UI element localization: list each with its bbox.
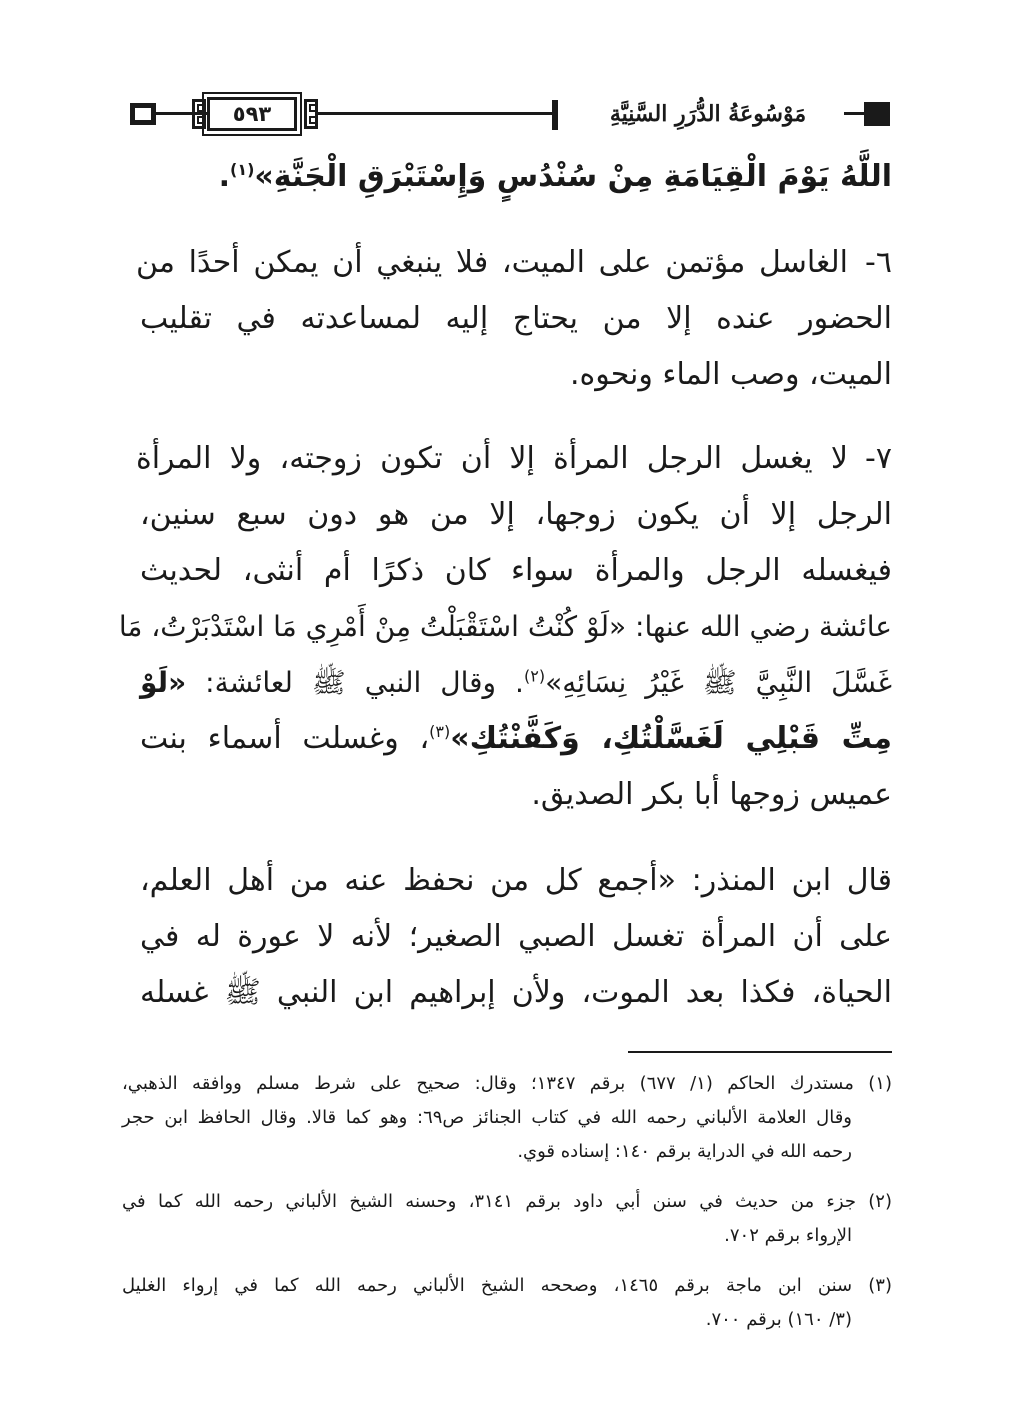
footnote-1-line-2: وقال العلامة الألباني رحمه الله في كتاب الجنائز ص٦٩: وهو كما قالا. وقال الحافظ ابن حجر	[122, 1107, 852, 1128]
footnote-3-line-2: (٣/ ١٦٠) برقم ٧٠٠.	[705, 1309, 852, 1330]
item-number-6: ٦-	[865, 245, 892, 280]
hadith-continuation: اللَّهُ يَوْمَ الْقِيَامَةِ مِنْ سُنْدُسٍ وَإِسْتَبْرَقِ الْجَنَّةِ»	[254, 159, 892, 194]
hadith-quote-2-start: «لَوْ	[140, 666, 187, 699]
text-line-14: الحياة، فكذا بعد الموت، ولأن إبراهيم ابن النبي ﷺ غسله	[140, 975, 892, 1010]
footnote-separator	[628, 1051, 892, 1053]
page-header	[122, 92, 892, 142]
header-right-square-ornament	[864, 102, 890, 126]
text-line-3: الحضور عنده إلا من يحتاج إليه لمساعدته في تقليب	[140, 301, 892, 336]
narration-text: . وقال النبي ﷺ لعائشة:	[186, 666, 524, 699]
text-line-11: عميس زوجها أبا بكر الصديق.	[531, 777, 892, 812]
header-center-rule	[318, 112, 554, 115]
header-knot-ornament-right	[304, 99, 318, 129]
line-end-period: .	[218, 159, 231, 194]
text-line-4: الميت، وصب الماء ونحوه.	[569, 357, 892, 392]
book-title: مَوْسُوعَةُ الدُّرَرِ السَّنِيَّةِ	[609, 101, 807, 127]
header-left-square-ornament	[130, 103, 156, 125]
text-line-6: الرجل إلا أن يكون زوجها، إلا من هو دون سبع سنين،	[140, 497, 892, 532]
hadith-quote-1-end: غَسَّلَ النَّبِيَّ ﷺ غَيْرُ نِسَائِهِ»	[545, 666, 893, 699]
text-line-8: عائشة رضي الله عنها: «لَوْ كُنْتُ اسْتَقْبَلْتُ مِنْ أَمْرِي مَا اسْتَدْبَرْتُ، مَا	[118, 610, 892, 643]
footnote-1-line-3: رحمه الله في الدراية برقم ١٤٠: إسناده قوي.	[517, 1141, 852, 1162]
item-number-7: ٧-	[865, 441, 892, 476]
header-knot-ornament-left	[192, 99, 206, 129]
page-number: ٥٩٣	[207, 97, 297, 131]
header-right-rule	[844, 112, 866, 115]
footnote-ref-3: (٣)	[429, 722, 451, 741]
footnote-ref-2: (٢)	[523, 666, 546, 686]
text-line-10	[140, 714, 892, 764]
text-line-7: فيغسله الرجل والمرأة سواء كان ذكرًا أم أنثى، لحديث	[140, 553, 892, 588]
footnote-1-line-1: (١) مستدرك الحاكم (١/ ٦٧٧) برقم ١٣٤٧؛ وقال: صحيح على شرط مسلم ووافقه الذهبي،	[122, 1073, 892, 1094]
text-line-1	[219, 152, 892, 202]
footnote-2-line-2: الإرواء برقم ٧٠٢.	[724, 1225, 852, 1246]
item-6-text: الغاسل مؤتمن على الميت، فلا ينبغي أن يمكن أحدًا من	[136, 245, 848, 280]
text-line-9	[140, 658, 892, 708]
text-line-5	[122, 434, 892, 484]
text-line-12: قال ابن المنذر: «أجمع كل من نحفظ عنه من أهل العلم،	[140, 863, 892, 898]
text-line-13: على أن المرأة تغسل الصبي الصغير؛ لأنه لا عورة له في	[140, 919, 892, 954]
narration-text-2: ، وغسلت أسماء بنت	[140, 721, 430, 756]
hadith-quote-2: مِتِّ قَبْلِي لَغَسَّلْتُكِ، وَكَفَّنْتُكِ»	[450, 721, 892, 756]
footnote-3-line-1: (٣) سنن ابن ماجة برقم ١٤٦٥، وصححه الشيخ الألباني رحمه الله كما في إرواء الغليل	[122, 1275, 892, 1296]
footnote-ref-1: (١)	[230, 160, 255, 179]
item-7-text: لا يغسل الرجل المرأة إلا أن تكون زوجته، ولا المرأة	[136, 441, 848, 476]
footnote-2-line-1: (٢) جزء من حديث في سنن أبي داود برقم ٣١٤١، وحسنه الشيخ الألباني رحمه الله كما في	[122, 1191, 892, 1212]
text-line-2	[122, 238, 892, 288]
header-divider-bar	[552, 100, 558, 130]
